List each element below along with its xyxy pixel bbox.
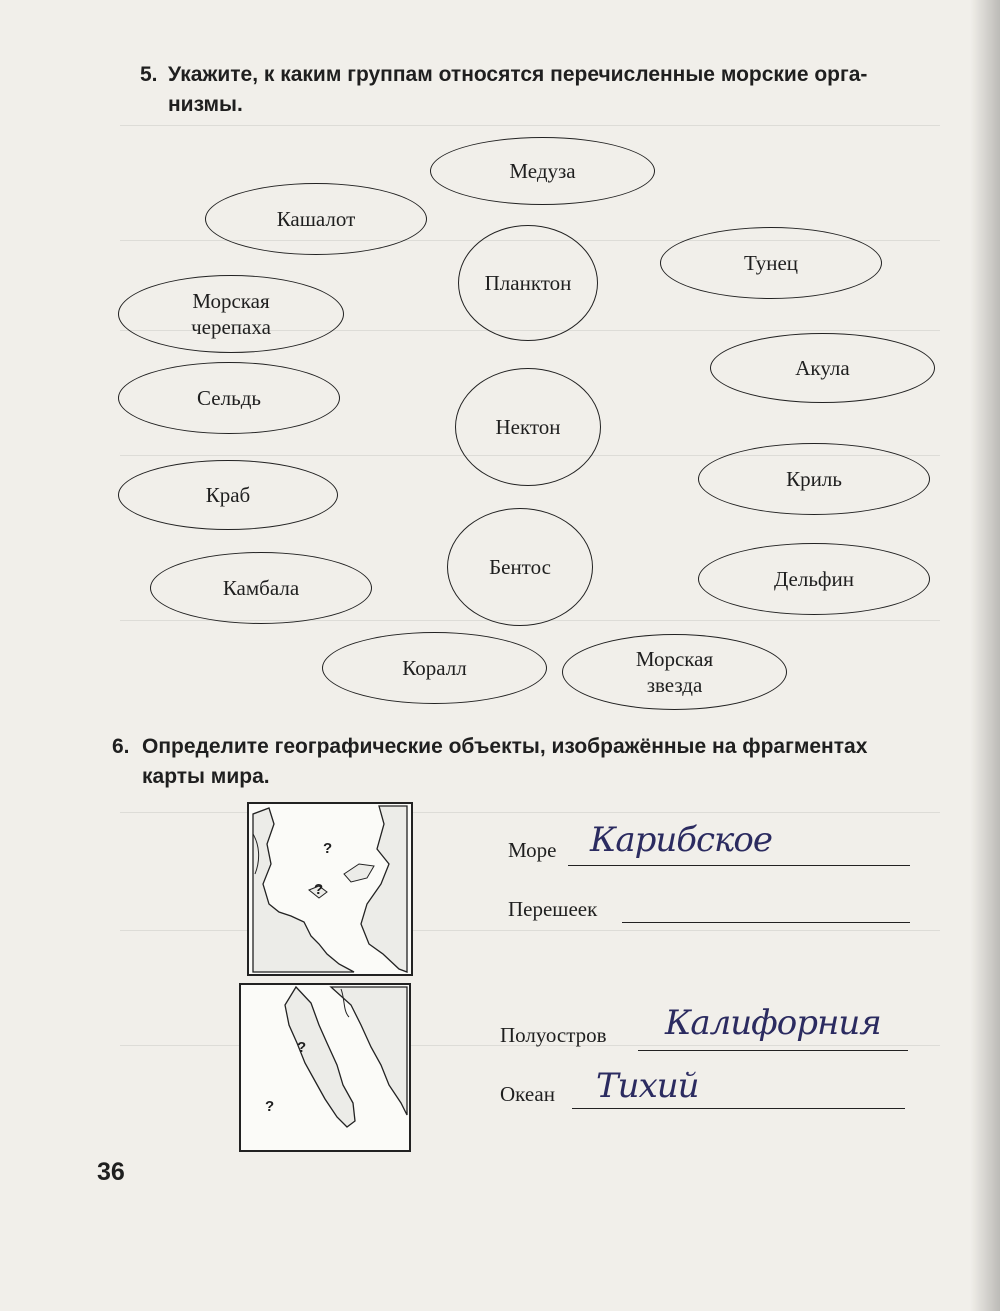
group-benthos-label: Бентос <box>489 554 551 579</box>
organism-medusa[interactable]: Медуза <box>430 137 655 205</box>
answer-ocean-label: Океан <box>500 1082 555 1106</box>
map-caribbean-outline <box>249 804 411 974</box>
organism-sea-star[interactable]: Морская звезда <box>562 634 787 710</box>
organism-kambala[interactable]: Камбала <box>150 552 372 624</box>
map-california-outline <box>241 985 409 1150</box>
organism-akula[interactable]: Акула <box>710 333 935 403</box>
answer-ocean-line[interactable] <box>572 1108 905 1109</box>
group-benthos-circle[interactable] <box>447 508 593 626</box>
organism-kril[interactable]: Криль <box>698 443 930 515</box>
task5-title <box>140 60 960 120</box>
task6-number: 6. <box>112 735 130 758</box>
answer-peninsula-handwriting: Калифорния <box>665 1003 881 1043</box>
group-nekton-circle[interactable] <box>455 368 601 486</box>
answer-peninsula-line[interactable] <box>638 1050 908 1051</box>
task6-title-line2: карты мира. <box>142 765 270 788</box>
task6-title <box>112 732 972 792</box>
map-question-marker: ? <box>265 1098 275 1115</box>
organism-delfin[interactable]: Дельфин <box>698 543 930 615</box>
group-nekton-label: Нектон <box>495 414 561 439</box>
answer-isthmus-line[interactable] <box>622 922 910 923</box>
map-fragment-california <box>239 983 411 1152</box>
organism-sea-turtle[interactable]: Морская черепаха <box>118 275 344 353</box>
organism-tunets[interactable]: Тунец <box>660 227 882 299</box>
answer-sea-handwriting: Карибское <box>590 820 772 860</box>
task6-title-line1: Определите географические объекты, изображённые на фрагментах <box>142 735 868 758</box>
task5-title-line2: низмы. <box>168 93 243 116</box>
task5-title-line1: Укажите, к каким группам относятся перечисленные морские орга- <box>168 63 868 86</box>
answer-peninsula-label: Полуостров <box>500 1023 607 1047</box>
organism-kashalot[interactable]: Кашалот <box>205 183 427 255</box>
answer-ocean-handwriting: Тихий <box>596 1066 699 1106</box>
organism-krab[interactable]: Краб <box>118 460 338 530</box>
map-question-marker: ? <box>297 1039 307 1056</box>
organism-korall[interactable]: Коралл <box>322 632 547 704</box>
map-fragment-caribbean <box>247 802 413 976</box>
group-plankton-circle[interactable] <box>458 225 598 341</box>
group-plankton-label: Планктон <box>484 270 572 295</box>
task5-number: 5. <box>140 63 158 86</box>
page-number: 36 <box>97 1158 125 1186</box>
map-question-marker: ? <box>314 881 324 898</box>
answer-sea-label: Море <box>508 838 557 862</box>
answer-sea-line[interactable] <box>568 865 910 866</box>
map-question-marker: ? <box>323 840 333 857</box>
page-edge-shadow <box>970 0 1000 1311</box>
answer-isthmus-label: Перешеек <box>508 897 598 921</box>
organism-seld[interactable]: Сельдь <box>118 362 340 434</box>
